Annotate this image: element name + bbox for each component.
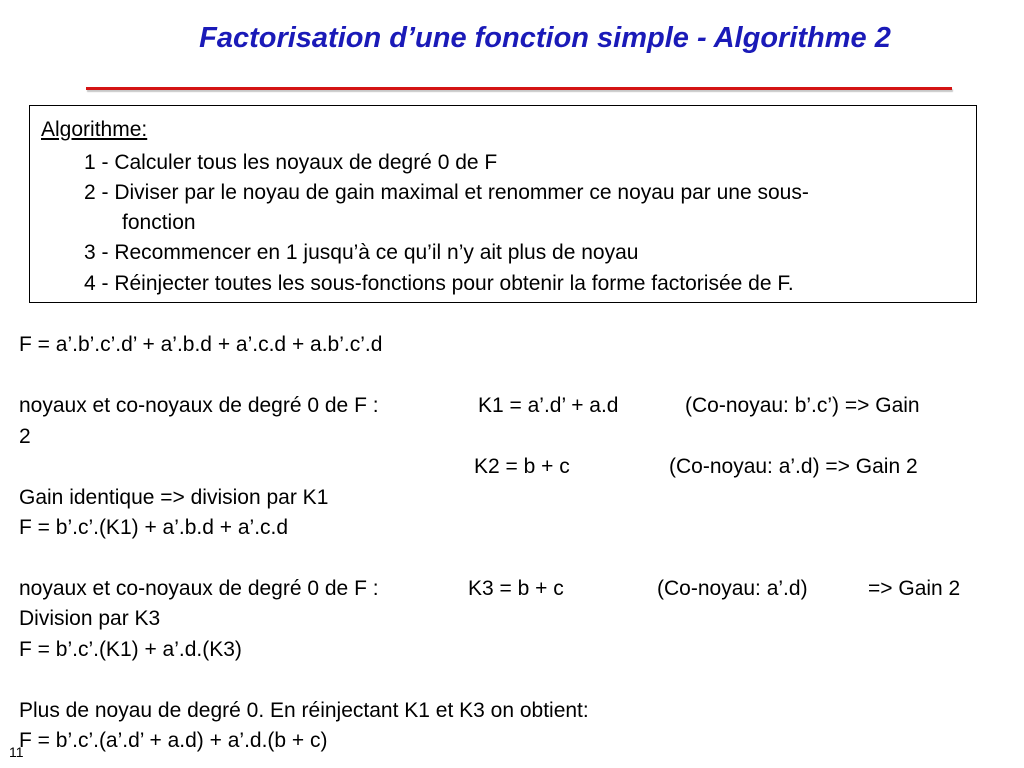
conoyau-k2: (Co-noyau: a’.d) => Gain 2 [669,455,918,478]
algorithm-box [29,105,977,303]
gain-identique-line: Gain identique => division par K1 [19,486,329,509]
function-final: F = b’.c’.(a’.d’ + a.d) + a’.d.(b + c) [19,729,328,752]
conoyau-k3: (Co-noyau: a’.d) [657,577,808,600]
algorithm-step-3: 3 - Recommencer en 1 jusqu’à ce qu’il n’y ait plus de noyau [84,241,639,264]
gain-k3: => Gain 2 [868,577,961,600]
gain-k1-wrap: 2 [19,425,31,448]
slide-title: Factorisation d’une fonction simple - Algorithme 2 [199,22,891,54]
function-expression: F = a’.b’.c’.d’ + a’.b.d + a’.c.d + a.b’.c’.d [19,333,383,356]
algorithm-step-1: 1 - Calculer tous les noyaux de degré 0 de F [84,151,498,174]
kernels-label-1: noyaux et co-noyaux de degré 0 de F : [19,394,379,417]
algorithm-heading: Algorithme: [41,118,148,141]
conoyau-k1: (Co-noyau: b’.c’) => Gain [685,394,920,417]
function-step-2: F = b’.c’.(K1) + a’.d.(K3) [19,638,242,661]
function-step-1: F = b’.c’.(K1) + a’.b.d + a’.c.d [19,516,289,539]
algorithm-step-2: 2 - Diviser par le noyau de gain maximal et renommer ce noyau par une sous- [84,181,809,204]
kernel-k1: K1 = a’.d’ + a.d [478,394,619,417]
page-number: 11 [9,744,24,760]
conclusion-line: Plus de noyau de degré 0. En réinjectant K1 et K3 on obtient: [19,699,589,722]
division-k3-line: Division par K3 [19,607,161,630]
kernel-k3: K3 = b + c [468,577,564,600]
title-underline [86,87,952,90]
kernels-label-2: noyaux et co-noyaux de degré 0 de F : [19,577,379,600]
algorithm-step-4: 4 - Réinjecter toutes les sous-fonctions pour obtenir la forme factorisée de F. [84,272,794,295]
algorithm-step-2-continued: fonction [122,211,196,234]
kernel-k2: K2 = b + c [474,455,570,478]
